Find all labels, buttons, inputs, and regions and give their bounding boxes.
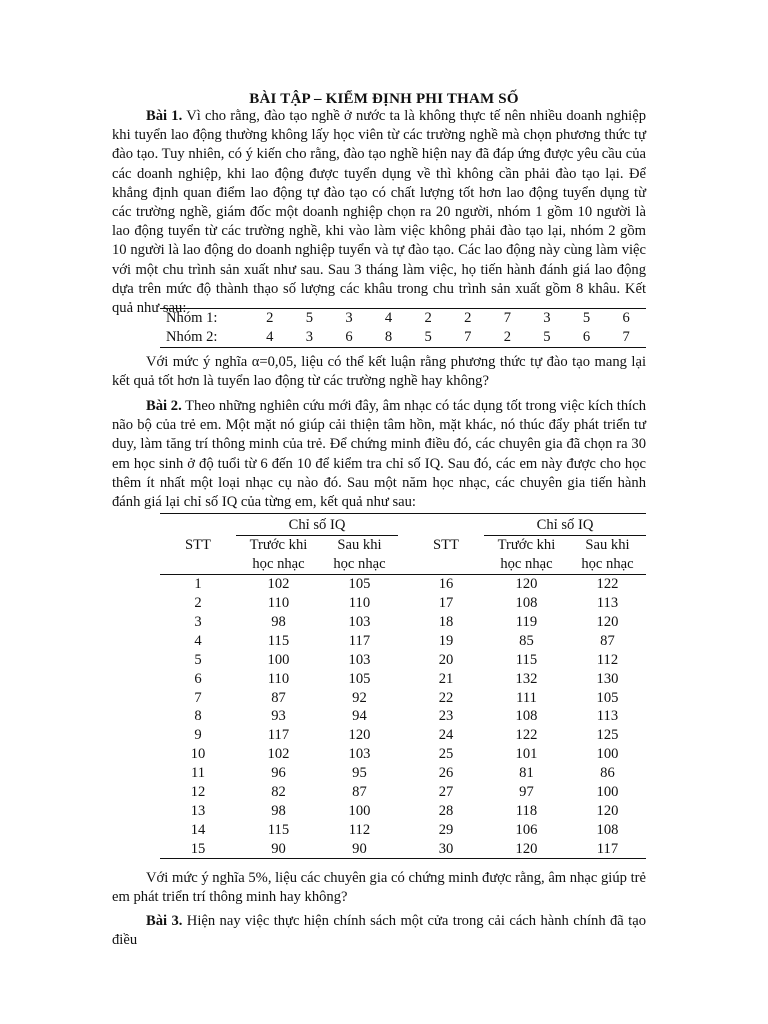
group-value: 6: [567, 328, 607, 348]
iq-cell: 115: [267, 821, 290, 838]
iq-cell: 28: [438, 802, 454, 819]
stt-header-left: STT: [185, 537, 211, 554]
iq-cell: 115: [267, 632, 290, 649]
iq-row: [160, 764, 646, 783]
iq-table: [160, 513, 646, 859]
iq-cell: 7: [194, 689, 202, 706]
group-value: 2: [408, 309, 448, 329]
group-row: [160, 309, 646, 329]
iq-cell: 110: [267, 595, 290, 612]
iq-row: [160, 839, 646, 858]
iq-cell: 117: [569, 839, 646, 858]
exercise-1-label: Bài 1.: [146, 108, 183, 124]
group-value: 2: [448, 309, 488, 329]
iq-cell: 108: [515, 595, 538, 612]
iq-cell: 103: [348, 746, 371, 763]
iq-cell: 122: [596, 576, 619, 593]
exercise-1-table: [160, 308, 646, 348]
iq-cell: 92: [352, 689, 367, 706]
iq-cell: 100: [267, 651, 290, 668]
iq-row: [160, 574, 646, 593]
iq-cell: 13: [190, 802, 206, 819]
iq-cell: 24: [438, 727, 454, 744]
iq-cell: 117: [267, 727, 290, 744]
iq-row: [160, 726, 646, 745]
iq-row: [160, 783, 646, 802]
iq-cell: 98: [271, 614, 286, 630]
iq-cell: 86: [600, 765, 615, 782]
group-value: 7: [606, 328, 646, 348]
iq-row: [160, 594, 646, 613]
iq-row: [160, 613, 646, 632]
iq-cell: 4: [194, 632, 202, 649]
iq-group-header-left: Chỉ số IQ: [236, 514, 398, 536]
iq-cell: 118: [515, 802, 538, 819]
iq-cell: 26: [438, 765, 454, 782]
iq-cell: 15: [160, 839, 236, 858]
group-value: 7: [448, 328, 488, 348]
iq-cell: 102: [267, 576, 290, 593]
group-value: 4: [250, 328, 290, 348]
iq-cell: 103: [348, 614, 371, 630]
iq-cell: 23: [438, 708, 454, 725]
group-value: 6: [606, 309, 646, 329]
iq-table-header-row: [160, 514, 646, 536]
iq-cell: 105: [596, 689, 619, 706]
iq-group-header-right: Chỉ số IQ: [484, 514, 646, 536]
iq-row: [160, 650, 646, 669]
iq-cell: 120: [596, 802, 619, 819]
iq-cell: 6: [194, 670, 202, 687]
iq-cell: 106: [515, 821, 538, 838]
group-value: 4: [369, 309, 409, 329]
iq-cell: 132: [515, 670, 538, 687]
iq-cell: 1: [194, 576, 202, 593]
iq-cell: 25: [438, 746, 454, 763]
iq-cell: 90: [236, 839, 321, 858]
document-title: BÀI TẬP – KIỂM ĐỊNH PHI THAM SỐ: [249, 91, 519, 107]
iq-cell: 87: [271, 689, 286, 706]
exercise-2-question: Với mức ý nghĩa 5%, liệu các chuyên gia có chứng minh được rằng, âm nhạc giúp trẻ em phát triển trí thông minh hay không?: [112, 870, 646, 906]
iq-cell: 85: [519, 632, 534, 649]
iq-cell: 96: [271, 765, 286, 782]
iq-cell: 120: [484, 839, 569, 858]
iq-cell: 9: [194, 727, 202, 744]
iq-cell: 95: [352, 765, 367, 782]
iq-cell: 108: [596, 821, 619, 838]
iq-cell: 81: [519, 765, 534, 782]
iq-cell: 111: [516, 689, 537, 706]
exercise-1-text: Bài 1. Vì cho rằng, đào tạo nghề ở nước ta là không thực tế nên nhiều doanh nghiệp khi tuyển lao động thường không lấy học viên từ các trường nghề mà chọn phương thức tự đào tạo. Tuy nhiên, có ý kiến cho rằng, đào tạo nghề hiện nay đã đáp ứng được yêu cầu của các doanh nghiệp, khi lao động được tuyển dụng về thì không cần phải đào tạo lại. Để khẳng định quan điểm lao động tự đào tạo có chất lượng tốt hơn lao động tuyển dụng từ các trường nghề, giám đốc một doanh nghiệp chọn ra 20 người, nhóm 1 gồm 10 người là lao động tuyển từ các trường nghề, khi vào làm việc không phải đào tạo lại, nhóm 2 gồm 10 người là lao động do doanh nghiệp tuyển và tự đào tạo. Các lao động này cùng làm việc với một chu trình sản xuất như sau. Sau 3 tháng làm việc, họ tiến hành đánh giá lao động dựa trên mức độ thành thạo số lượng các khâu trong chu trình sản xuất gồm 8 khâu. Kết quả như sau:: [112, 108, 646, 317]
group-value: 3: [290, 328, 330, 348]
iq-cell: 87: [352, 784, 367, 801]
iq-cell: 103: [348, 651, 371, 668]
iq-cell: 11: [190, 765, 206, 782]
iq-cell: 30: [408, 839, 484, 858]
iq-table-subheader-row-2: học nhạc học nhạc học nhạc học nhạc: [160, 555, 646, 574]
iq-cell: 21: [438, 670, 454, 687]
iq-cell: 94: [352, 708, 367, 725]
iq-cell: 10: [190, 746, 206, 763]
iq-cell: 87: [600, 632, 615, 649]
group-value: 5: [408, 328, 448, 348]
iq-cell: 82: [271, 784, 286, 801]
iq-cell: 110: [348, 595, 371, 612]
iq-row: [160, 707, 646, 726]
iq-cell: 101: [515, 746, 538, 763]
iq-row: [160, 631, 646, 650]
iq-cell: 120: [515, 576, 538, 593]
iq-cell: 117: [348, 632, 371, 649]
iq-row: [160, 669, 646, 688]
iq-row: [160, 745, 646, 764]
iq-cell: 14: [190, 821, 206, 838]
iq-cell: 100: [596, 746, 619, 763]
iq-cell: 108: [515, 708, 538, 725]
iq-cell: 112: [348, 821, 371, 838]
iq-cell: 119: [515, 614, 538, 630]
iq-cell: 112: [596, 651, 619, 668]
iq-cell: 18: [438, 614, 454, 630]
iq-cell: 125: [596, 727, 619, 744]
iq-cell: 19: [438, 632, 454, 649]
iq-cell: 27: [438, 784, 454, 801]
group-value: 2: [250, 309, 290, 329]
iq-cell: 98: [271, 802, 286, 819]
iq-cell: 22: [438, 689, 454, 706]
exercise-2-label: Bài 2.: [146, 398, 182, 414]
iq-cell: 105: [348, 576, 371, 593]
iq-cell: 16: [438, 576, 454, 593]
iq-cell: 29: [438, 821, 454, 838]
iq-cell: 2: [194, 595, 202, 612]
iq-cell: 113: [596, 708, 619, 725]
stt-header-right: STT: [433, 537, 459, 554]
iq-cell: 110: [267, 670, 290, 687]
iq-cell: 100: [348, 802, 371, 819]
iq-cell: 100: [596, 784, 619, 801]
iq-cell: 113: [596, 595, 619, 612]
group-value: 5: [567, 309, 607, 329]
iq-cell: 20: [438, 651, 454, 668]
exercise-3-text: Bài 3. Hiện nay việc thực hiện chính sách một cửa trong cải cách hành chính đã tạo điều: [112, 913, 647, 949]
group-value: 2: [488, 328, 528, 348]
iq-row: [160, 801, 646, 820]
iq-cell: 120: [348, 727, 371, 744]
exercise-1-question: Với mức ý nghĩa α=0,05, liệu có thể kết luận rằng phương thức tự đào tạo mang lại kết quả tốt hơn là tuyển lao động từ các trường nghề hay không?: [112, 354, 646, 390]
iq-cell: 3: [194, 614, 202, 630]
group-value: 6: [329, 328, 369, 348]
group-value: 7: [488, 309, 528, 329]
group-label: Nhóm 1:: [160, 309, 250, 329]
group-value: 8: [369, 328, 409, 348]
group-value: 3: [329, 309, 369, 329]
group-value: 5: [290, 309, 330, 329]
group-value: 3: [527, 309, 567, 329]
exercise-3-label: Bài 3.: [146, 913, 183, 929]
iq-row: [160, 688, 646, 707]
iq-cell: 90: [321, 839, 398, 858]
iq-row: [160, 820, 646, 839]
group-label: Nhóm 2:: [160, 328, 250, 348]
iq-cell: 105: [348, 670, 371, 687]
iq-cell: 130: [596, 670, 619, 687]
iq-cell: 120: [596, 614, 619, 630]
iq-cell: 8: [194, 708, 202, 725]
iq-cell: 102: [267, 746, 290, 763]
group-value: 5: [527, 328, 567, 348]
group-row: [160, 328, 646, 348]
iq-cell: 17: [438, 595, 454, 612]
iq-table-subheader-row: STT Trước khi Sau khi STT Trước khi Sau khi: [160, 536, 646, 555]
iq-cell: 122: [515, 727, 538, 744]
iq-cell: 5: [194, 651, 202, 668]
exercise-2-text: Bài 2. Theo những nghiên cứu mới đây, âm nhạc có tác dụng tốt trong việc kích thích não bộ của trẻ em. Một mặt nó giúp cải thiện tâm hồn, mặt khác, nó thúc đẩy phát triển tư duy, làm tăng trí thông minh của trẻ. Để chứng minh điều đó, các chuyên gia đã chọn ra 30 em học sinh ở độ tuổi từ 6 đến 10 để kiểm tra chỉ số IQ. Sau đó, các em này được cho học thêm ít nhất một loại nhạc cụ nào đó. Sau một năm học nhạc, các chuyên gia tiến hành đánh giá lại chỉ số IQ của từng em, kết quả như sau:: [112, 398, 646, 511]
iq-cell: 115: [515, 651, 538, 668]
iq-cell: 93: [271, 708, 286, 725]
iq-cell: 97: [519, 784, 534, 801]
iq-cell: 12: [190, 784, 206, 801]
